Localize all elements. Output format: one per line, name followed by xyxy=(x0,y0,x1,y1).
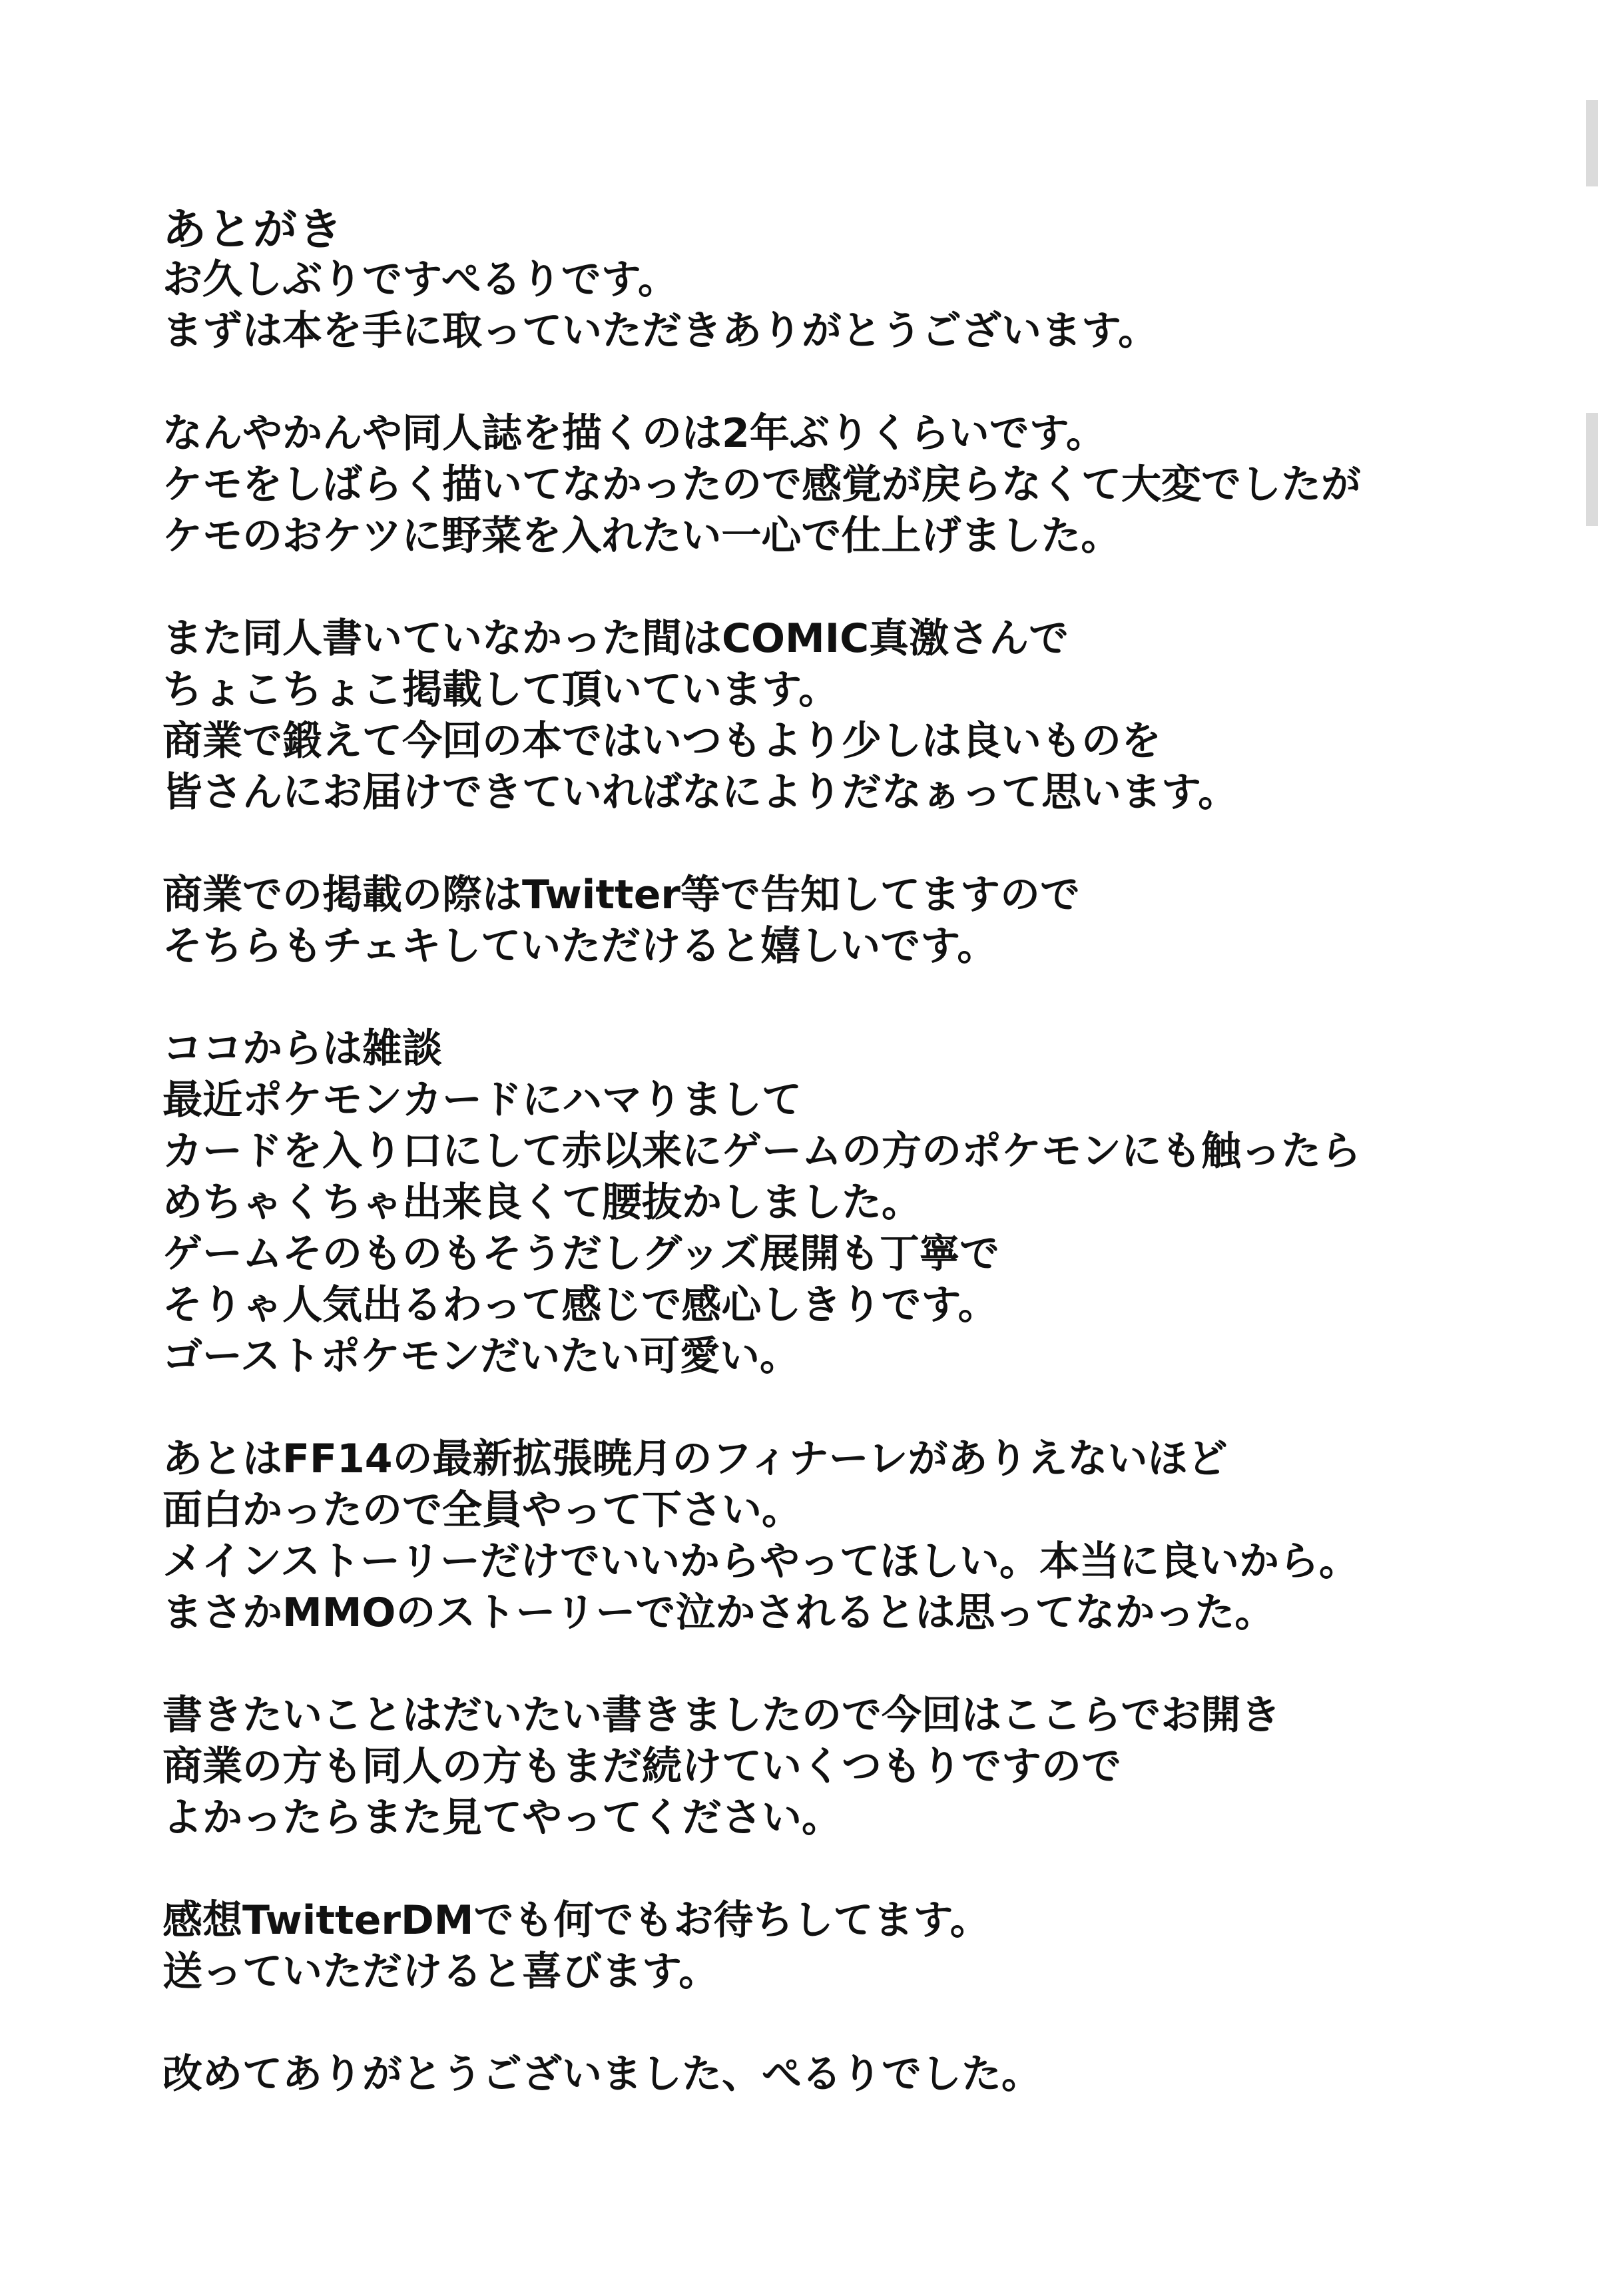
text-line: そちらもチェキしていただけると嬉しいです。 xyxy=(162,923,997,970)
text-line: ゴーストポケモンだいたい可愛い。 xyxy=(162,1333,800,1380)
text-line: まずは本を手に取っていただきありがとうございます。 xyxy=(162,308,1159,354)
paragraph xyxy=(162,1690,1494,1844)
page-edge-bleed xyxy=(1586,100,1598,186)
text-line: お久しぶりですぺるりです。 xyxy=(162,256,678,303)
text-line: 改めてありがとうございました、ぺるりでした。 xyxy=(162,2051,1041,2098)
paragraph xyxy=(162,408,1494,562)
text-line: 送っていただけると喜びます。 xyxy=(162,1948,719,1995)
text-line: なんやかんや同人誌を描くのは2年ぶりくらいです。 xyxy=(162,410,1106,457)
text-line: 面白かったので全員やって下さい。 xyxy=(162,1487,802,1534)
text-line: ケモをしばらく描いてなかったので感覚が戻らなくて大変でしたが xyxy=(162,461,1361,508)
paragraph xyxy=(162,1023,1494,1382)
text-line: メインストーリーだけでいいからやってほしい。本当に良いから。 xyxy=(162,1538,1359,1585)
text-line: そりゃ人気出るわって感じで感心しきりです。 xyxy=(162,1282,998,1328)
text-line: あとはFF14の最新拡張暁月のフィナーレがありえないほど xyxy=(162,1436,1228,1482)
afterword-body xyxy=(162,254,1494,2152)
text-line: めちゃくちゃ出来良くて腰抜かしました。 xyxy=(162,1179,922,1226)
paragraph xyxy=(162,613,1494,818)
paragraph xyxy=(162,2049,1494,2100)
text-line: 商業で鍛えて今回の本ではいつもより少しは良いものを xyxy=(162,718,1161,764)
text-line: 感想TwitterDMでも何でもお待ちしてます。 xyxy=(162,1897,990,1944)
text-line: ゲームそのものもそうだしグッズ展開も丁寧で xyxy=(162,1231,999,1277)
text-line: ケモのおケツに野菜を入れたい一心で仕上げました。 xyxy=(162,513,1121,559)
paragraph xyxy=(162,254,1494,357)
text-line: 最近ポケモンカードにハマりまして xyxy=(162,1077,802,1123)
page-edge-bleed xyxy=(1586,413,1598,526)
text-line: また同人書いていなかった間はCOMIC真激さんで xyxy=(162,615,1069,662)
text-line: まさかMMOのストーリーで泣かされるとは思ってなかった。 xyxy=(162,1589,1275,1636)
paragraph xyxy=(162,1895,1494,1998)
text-line: 皆さんにお届けできていればなによりだなぁって思います。 xyxy=(162,769,1238,816)
paragraph xyxy=(162,870,1494,972)
text-line: カードを入り口にして赤以来にゲームの方のポケモンにも触ったら xyxy=(162,1128,1361,1175)
paragraph xyxy=(162,1434,1494,1639)
text-line: 商業での掲載の際はTwitter等で告知してますので xyxy=(162,872,1080,918)
text-line: ココからは雑談 xyxy=(162,1025,442,1072)
text-line: 書きたいことはだいたい書きましたので今回はここらでお開き xyxy=(162,1692,1281,1739)
text-line: 商業の方も同人の方もまだ続けていくつもりですので xyxy=(162,1743,1121,1790)
text-line: ちょこちょこ掲載して頂いています。 xyxy=(162,667,839,713)
page-title: あとがき xyxy=(162,204,344,255)
text-line: よかったらまた見てやってください。 xyxy=(162,1795,842,1841)
